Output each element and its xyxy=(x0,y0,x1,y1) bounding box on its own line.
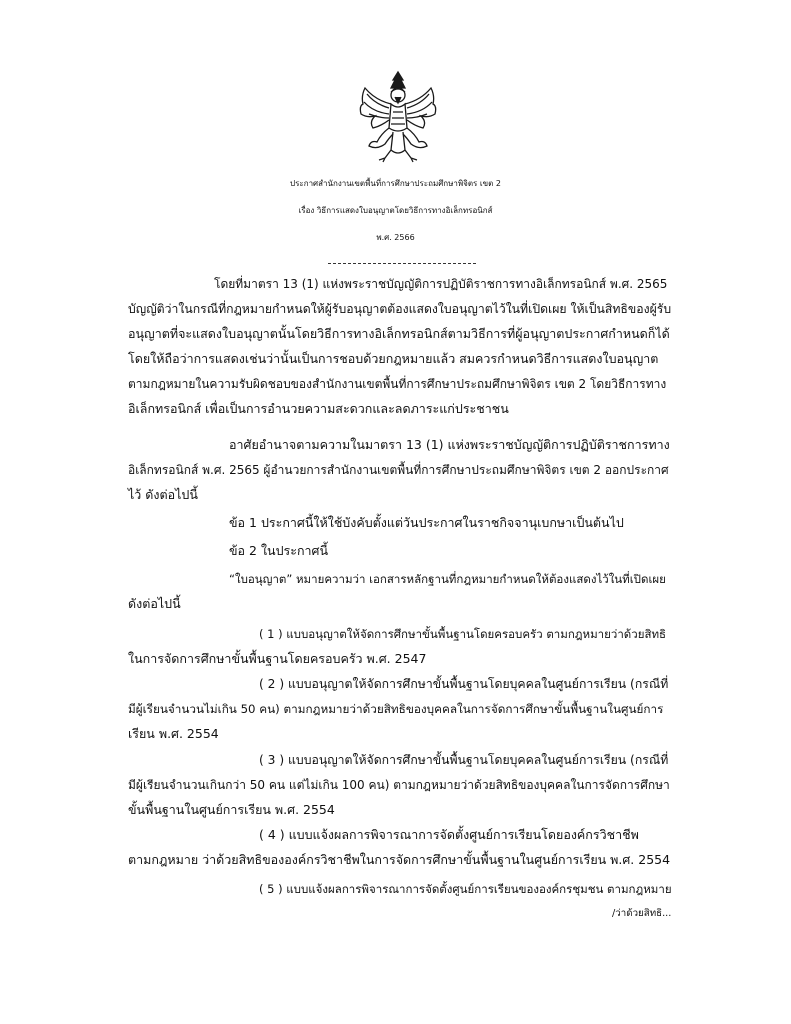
announcement-subject: เรื่อง วิธีการแสดงใบอนุญาตโดยวิธีการทางอิเล็กทรอนิกส์ xyxy=(298,206,493,215)
announcement-title: ประกาศสำนักงานเขตพื้นที่การศึกษาประถมศึกษาพิจิตร เขต 2 xyxy=(290,179,501,188)
list-item-3: ขั้นพื้นฐานในศูนย์การเรียน พ.ศ. 2554 xyxy=(128,802,335,817)
paragraph-line: บัญญัติว่าในกรณีที่กฎหมายกำหนดให้ผู้รับอนุญาตต้องแสดงใบอนุญาตไว้ในที่เปิดเผย ให้เป็นสิทธิของผู้รับ xyxy=(128,302,672,316)
list-item-3: มีผู้เรียนจำนวนเกินกว่า 50 คน แต่ไม่เกิน 100 คน) ตามกฎหมายว่าด้วยสิทธิของบุคคลในการจัดการศึกษา xyxy=(128,778,670,792)
definition-line: ดังต่อไปนี้ xyxy=(128,596,181,611)
paragraph-line: โดยที่มาตรา 13 (1) แห่งพระราชบัญญัติการปฏิบัติราชการทางอิเล็กทรอนิกส์ พ.ศ. 2565 xyxy=(214,277,668,291)
garuda-emblem-icon xyxy=(355,70,441,164)
list-item-1: ในการจัดการศึกษาขั้นพื้นฐานโดยครอบครัว พ.ศ. 2547 xyxy=(128,651,427,666)
paragraph-line: โดยให้ถือว่าการแสดงเช่นว่านั้นเป็นการชอบด้วยกฎหมายแล้ว สมควรกำหนดวิธีการแสดงใบอนุญาต xyxy=(128,351,659,366)
list-item-3: ( 3 ) แบบอนุญาตให้จัดการศึกษาขั้นพื้นฐานโดยบุคคลในศูนย์การเรียน (กรณีที่ xyxy=(259,753,669,767)
continued-marker: /ว่าด้วยสิทธิ... xyxy=(612,908,672,919)
definition-line: “ใบอนุญาต” หมายความว่า เอกสารหลักฐานที่กฎหมายกำหนดให้ต้องแสดงไว้ในที่เปิดเผย xyxy=(229,572,666,586)
list-item-1: ( 1 ) แบบอนุญาตให้จัดการศึกษาขั้นพื้นฐานโดยครอบครัว ตามกฎหมายว่าด้วยสิทธิ xyxy=(259,627,667,641)
paragraph-line: ไว้ ดังต่อไปนี้ xyxy=(128,487,198,502)
clause-2: ข้อ 2 ในประกาศนี้ xyxy=(229,543,329,558)
paragraph-line: อิเล็กทรอนิกส์ เพื่อเป็นการอำนวยความสะดวกและลดภาระแก่ประชาชน xyxy=(128,401,509,416)
announcement-year: พ.ศ. 2566 xyxy=(376,233,415,242)
list-item-4: ตามกฎหมาย ว่าด้วยสิทธิขององค์กรวิชาชีพในการจัดการศึกษาขั้นพื้นฐานในศูนย์การเรียน พ.ศ. 2554 xyxy=(128,852,671,867)
list-item-4: ( 4 ) แบบแจ้งผลการพิจารณาการจัดตั้งศูนย์การเรียนโดยองค์กรวิชาชีพ xyxy=(259,827,639,842)
paragraph-line: อิเล็กทรอนิกส์ พ.ศ. 2565 ผู้อำนวยการสำนักงานเขตพื้นที่การศึกษาประถมศึกษาพิจิตร เขต 2 ออกประกาศ xyxy=(128,463,669,477)
title-divider xyxy=(328,263,476,264)
clause-1: ข้อ 1 ประกาศนี้ให้ใช้บังคับตั้งแต่วันประกาศในราชกิจจานุเบกษาเป็นต้นไป xyxy=(229,515,624,530)
paragraph-line: อนุญาตที่จะแสดงใบอนุญาตนั้นโดยวิธีการทางอิเล็กทรอนิกส์ตามวิธีการที่ผู้อนุญาตประกาศกำหนดก็ได้ xyxy=(128,326,670,341)
paragraph-line: อาศัยอำนาจตามความในมาตรา 13 (1) แห่งพระราชบัญญัติการปฏิบัติราชการทาง xyxy=(229,437,670,452)
list-item-2: มีผู้เรียนจำนวนไม่เกิน 50 คน) ตามกฎหมายว่าด้วยสิทธิของบุคคลในการจัดการศึกษาขั้นพื้นฐานในศูนย์การ xyxy=(128,702,664,716)
list-item-5: ( 5 ) แบบแจ้งผลการพิจารณาการจัดตั้งศูนย์การเรียนขององค์กรชุมชน ตามกฎหมาย xyxy=(259,882,672,896)
paragraph-line: ตามกฎหมายในความรับผิดชอบของสำนักงานเขตพื้นที่การศึกษาประถมศึกษาพิจิตร เขต 2 โดยวิธีการทาง xyxy=(128,377,667,391)
list-item-2: ( 2 ) แบบอนุญาตให้จัดการศึกษาขั้นพื้นฐานโดยบุคคลในศูนย์การเรียน (กรณีที่ xyxy=(259,677,669,691)
list-item-2: เรียน พ.ศ. 2554 xyxy=(128,726,219,741)
